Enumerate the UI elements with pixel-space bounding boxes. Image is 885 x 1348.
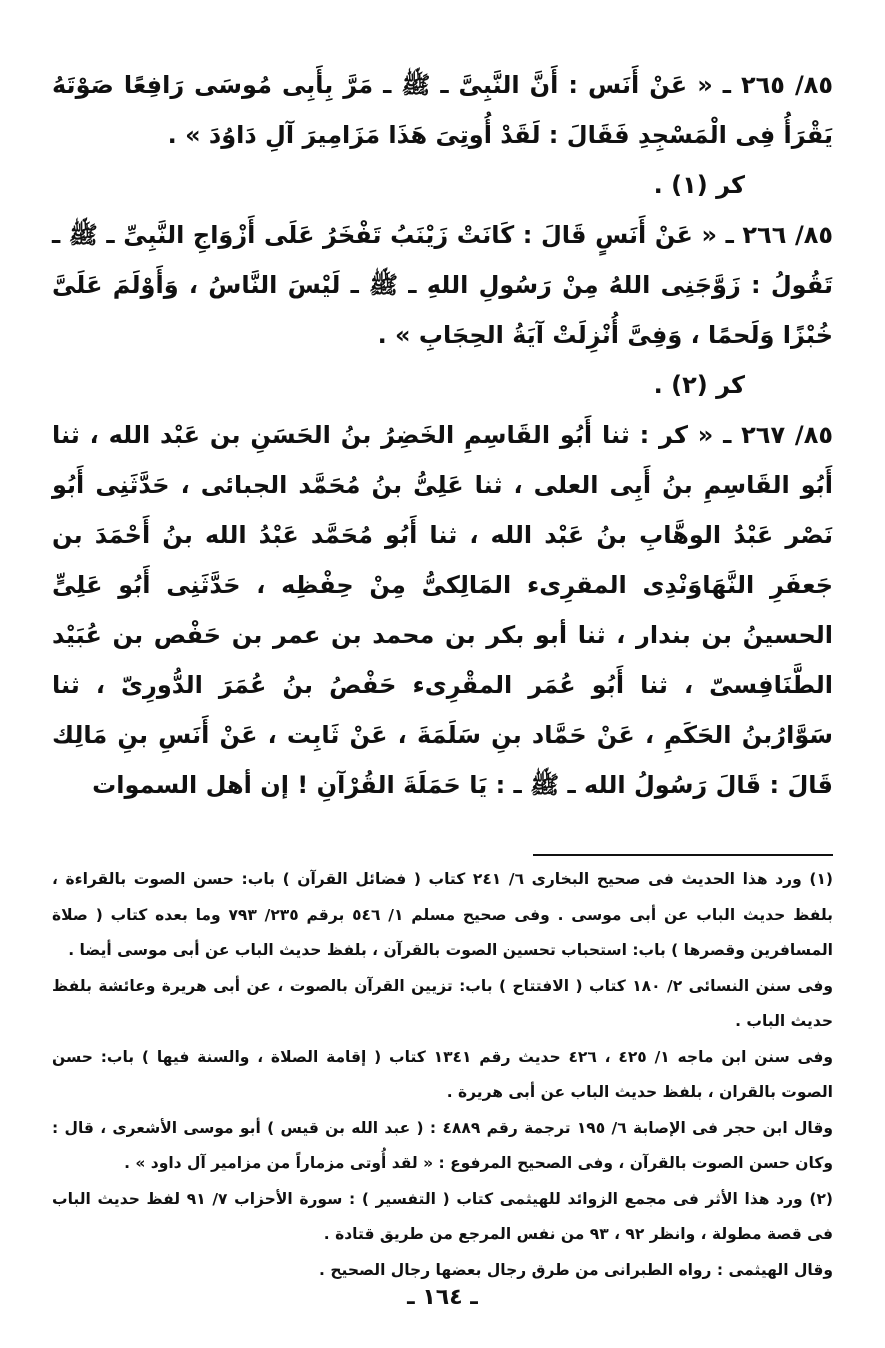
hadith-text: « عَنْ أَنَسٍ قَالَ : كَانَتْ زَيْنَبُ تَفْخَرُ عَلَى أَزْوَاجِ النَّبِىِّ ـ ﷺ ـ تَقُولُ : زَوَّجَنِى اللهُ مِنْ رَسُولِ اللهِ ـ ﷺ ـ لَيْسَ النَّاسُ ، وَأَوْلَمَ عَلَىَّ خُبْزًا وَلَحمًا ، وَفِىَّ أُنْزِلَتْ آيَةُ الحِجَابِ » . (52, 221, 833, 349)
footnote-paragraph: وفى سنن النسائى ٢/ ١٨٠ كتاب ( الافتتاح ) باب: تزيين القرآن بالصوت ، عن أبى هريرة وعائشة بلفظ حديث الباب . (52, 976, 833, 1030)
page-number: ـ ١٦٤ ـ (407, 1285, 478, 1310)
footnote-text: ورد هذا الأثر فى مجمع الزوائد للهيثمى كتاب ( التفسير ) : سورة الأحزاب ٧/ ٩١ لفظ حديث الباب فى قصة مطولة ، وانظر ٩٢ ، ٩٣ من نفس المرجع من طريق قتادة . (52, 1189, 833, 1243)
footnote-label: (١) (809, 870, 834, 888)
hadith-266 (52, 210, 833, 360)
hadith-text: « عَنْ أَنَس : أَنَّ النَّبِىَّ ـ ﷺ ـ مَرَّ بِأَبِى مُوسَى رَافِعًا صَوْتَهُ يَقْرَأُ فِى الْمَسْجِدِ فَقَالَ : لَقَدْ أُوتِىَ هَذَا مَزَامِيرَ آلِ دَاوُدَ » . (52, 71, 833, 149)
hadith-source: كر (١) . (653, 171, 745, 199)
footnote-paragraph: وفى سنن ابن ماجه ١/ ٤٢٥ ، ٤٢٦ حديث رقم ١٣٤١ كتاب ( إقامة الصلاة ، والسنة فيها ) باب: حسن الصوت بالقران ، بلفظ حديث الباب عن أبى هريرة . (52, 1047, 834, 1101)
footnotes (52, 862, 833, 1288)
footnote-2 (52, 1182, 833, 1253)
footnote-divider (533, 854, 833, 856)
hadith-265 (52, 60, 833, 160)
footnote-1 (52, 862, 833, 969)
footnote-paragraph: وقال الهيثمى : رواه الطبرانى من طرق رجال بعضها رجال الصحيح . (319, 1260, 833, 1279)
hadith-number: ٨٥/ ٢٦٦ ـ (725, 221, 834, 249)
hadith-number: ٨٥/ ٢٦٧ ـ (723, 421, 833, 449)
hadith-text: « كر : ثنا أَبُو القَاسِمِ الخَضِرُ بنُ الحَسَنِ بن عَبْد الله ، ثنا أَبُو القَاسِمِ بنُ أَبِى العلى ، ثنا عَلِىُّ بنُ مُحَمَّد الجبائى ، حَدَّثَنِى أَبُو نَصْر عَبْدُ الوهَّابِ بنُ عَبْد الله ، ثنا أَبُو مُحَمَّد عَبْدُ الله بنُ أَحْمَدَ بن جَعفَرِ النَّهَاوَنْدِى المقرِىء المَالِكىُّ مِنْ حِفْظِه ، حَدَّثَنِى أَبُو عَلِىٍّ الحسينُ بن بندار ، ثنا أبو بكر بن محمد بن عمر بن حَفْص بن عُبَيْد الطَّنَافِسىّ ، ثنا أَبُو عُمَر المقْرِىء حَفْصُ بنُ عُمَرَ الدُّورِىّ ، ثنا سَوَّارُبنُ الحَكَمِ ، عَنْ حَمَّاد بنِ سَلَمَةَ ، عَنْ ثَابِت ، عَنْ أَنَسِ بنِ مَالِك قَالَ : قَالَ رَسُولُ الله ـ ﷺ ـ : يَا حَمَلَةَ القُرْآنِ ! إن أهل السموات (52, 421, 833, 799)
footnote-text: ورد هذا الحديث فى صحيح البخارى ٦/ ٢٤١ كتاب ( فضائل القرآن ) باب: حسن الصوت بالقراءة ، بلفظ حديث الباب عن أبى موسى . وفى صحيح مسلم ١/ ٥٤٦ برقم ٢٣٥/ ٧٩٣ وما بعده كتاب ( صلاة المسافرين وقصرها ) باب: استحباب تحسين الصوت بالقرآن ، بلفظ حديث الباب عن أبى موسى أيضا . (52, 870, 833, 959)
hadith-number: ٨٥/ ٢٦٥ ـ (722, 71, 834, 99)
footnote-paragraph: وقال ابن حجر فى الإصابة ٦/ ١٩٥ ترجمة رقم ٤٨٨٩ : ( عبد الله بن قيس ) أبو موسى الأشعرى ، قال : وكان حسن الصوت بالقرآن ، وفى الصحيح المرفوع : « لقد أُوتى مزماراً من مزامير آل داود » . (52, 1118, 833, 1172)
main-text (52, 60, 833, 810)
hadith-source: كر (٢) . (653, 371, 745, 399)
hadith-267 (52, 410, 833, 810)
footnote-label: (٢) (809, 1189, 833, 1208)
